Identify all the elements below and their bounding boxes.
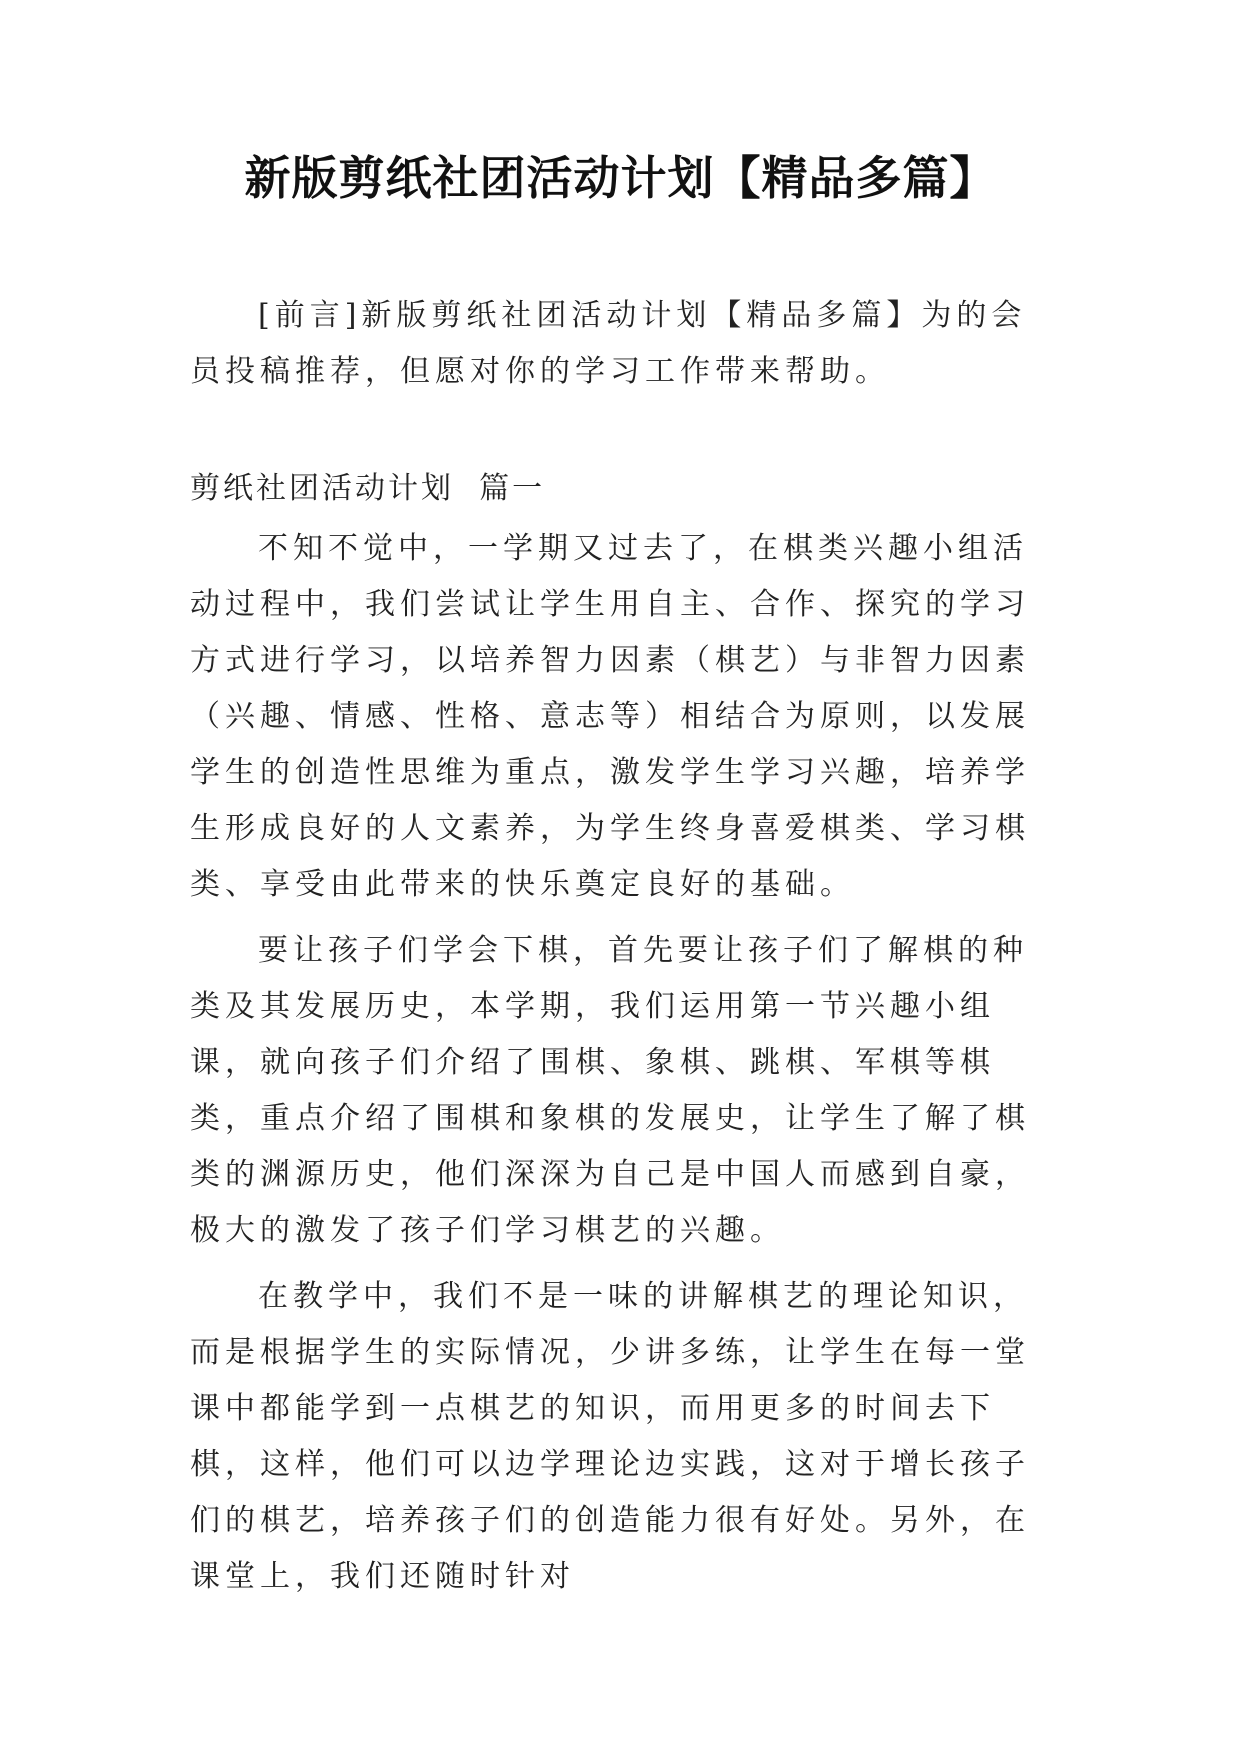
body-paragraph-1: 不知不觉中，一学期又过去了，在棋类兴趣小组活动过程中，我们尝试让学生用自主、合作、探究的学习方式进行学习，以培养智力因素（棋艺）与非智力因素（兴趣、情感、性格、意志等）相结合为原则，以发展学生的创造性思维为重点，激发学生学习兴趣，培养学生形成良好的人文素养，为学生终身喜爱棋类、学习棋类、享受由此带来的快乐奠定良好的基础。 [190,531,1030,902]
body-paragraph-3: 在教学中，我们不是一味的讲解棋艺的理论知识，而是根据学生的实际情况，少讲多练，让学生在每一堂课中都能学到一点棋艺的知识，而用更多的时间去下棋，这样，他们可以边学理论边实践，这对于增长孩子们的棋艺，培养孩子们的创造能力很有好处。另外，在课堂上，我们还随时针对 [190,1279,1030,1594]
body-paragraph-2: 要让孩子们学会下棋，首先要让孩子们了解棋的种类及其发展历史，本学期，我们运用第一节兴趣小组课，就向孩子们介绍了围棋、象棋、跳棋、军棋等棋类，重点介绍了围棋和象棋的发展史，让学生了解了棋类的渊源历史，他们深深为自己是中国人而感到自豪，极大的激发了孩子们学习棋艺的兴趣。 [190,933,1030,1248]
preface-paragraph: [前言]新版剪纸社团活动计划【精品多篇】为的会员投稿推荐，但愿对你的学习工作带来帮助。 [190,298,1027,389]
document-body [190,521,1050,1615]
section-heading: 剪纸社团活动计划 篇一 [190,471,546,506]
document-title: 新版剪纸社团活动计划【精品多篇】 [244,151,997,205]
